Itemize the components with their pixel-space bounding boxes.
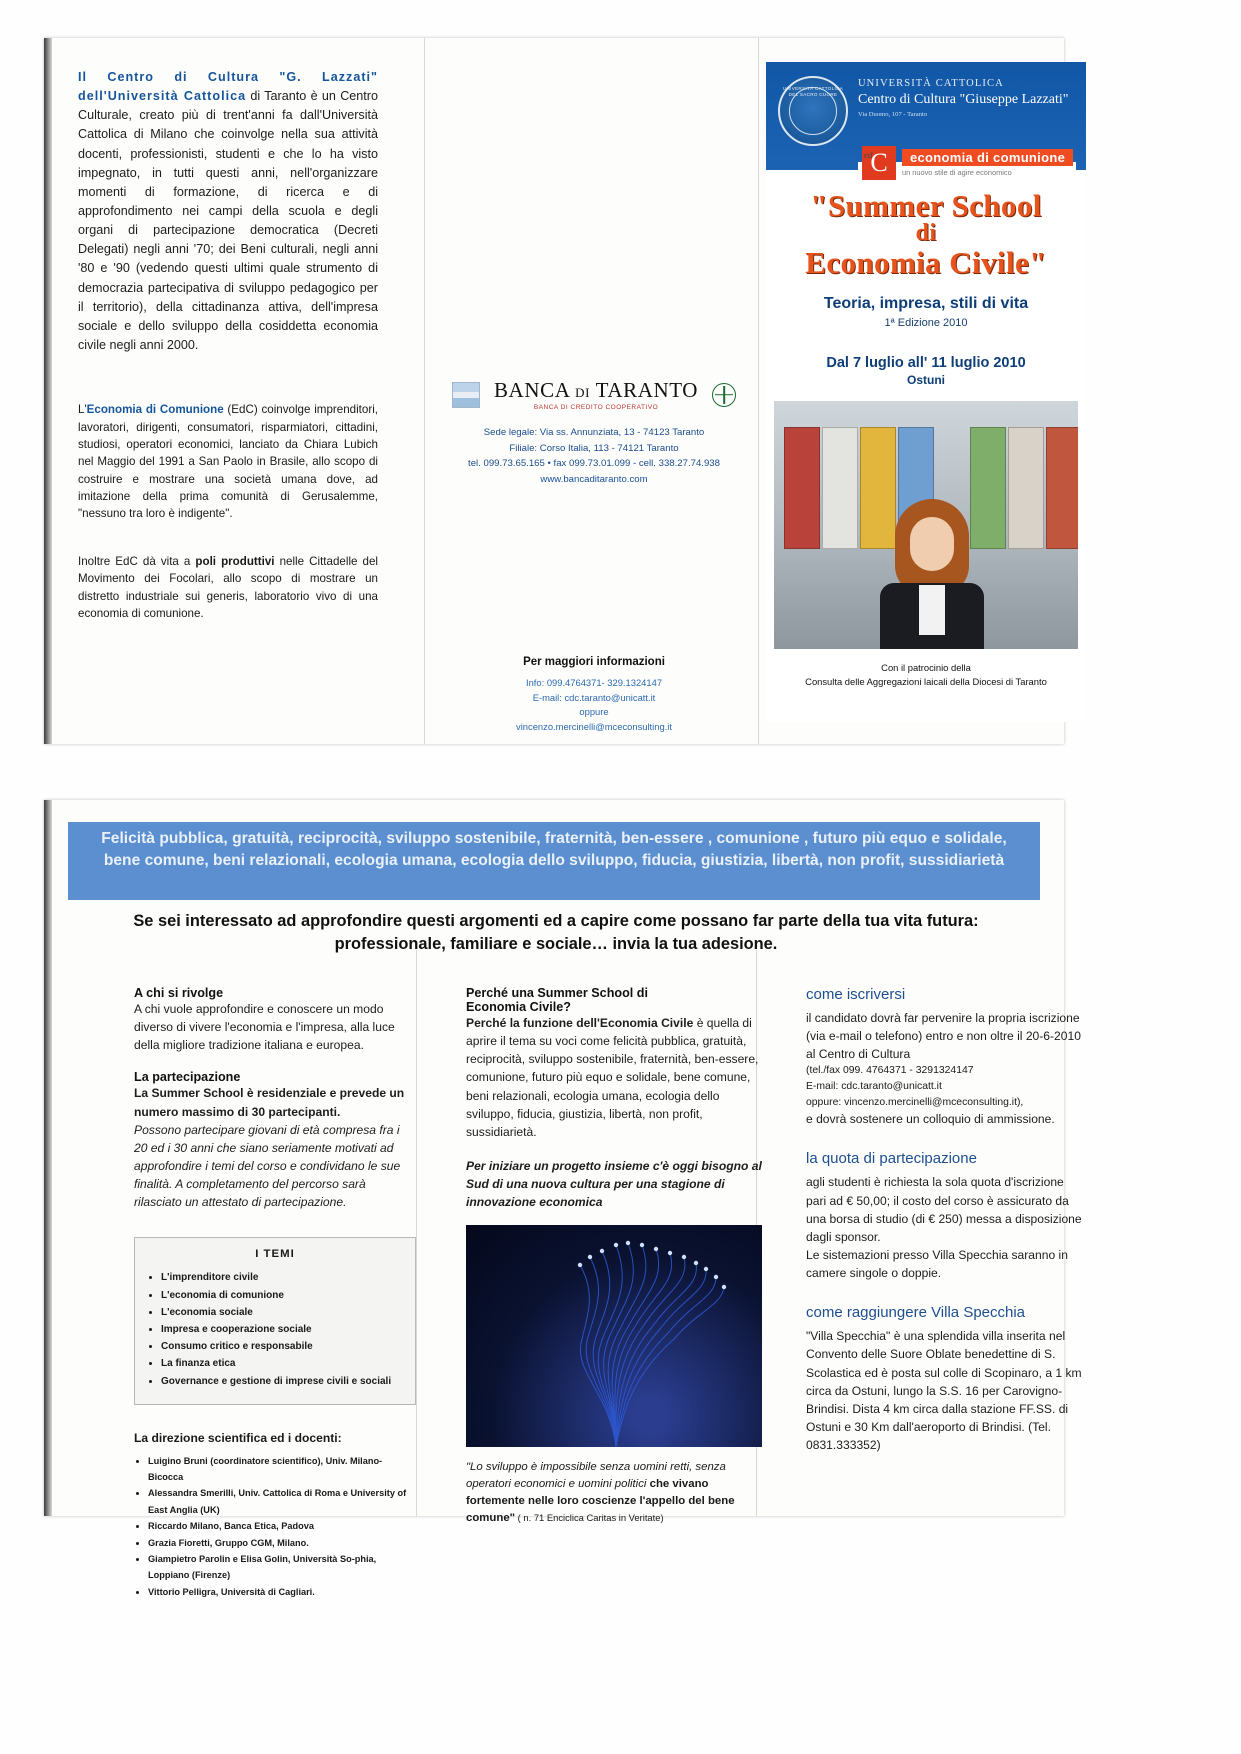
heading-come-iscriversi: come iscriversi xyxy=(806,986,906,1003)
fiber-optic-image xyxy=(466,1225,762,1447)
text-sistemazioni: Le sistemazioni presso Villa Specchia saranno in camere singole o doppie. xyxy=(806,1247,1068,1281)
text-progetto-sud: Per iniziare un progetto insieme c'è oggi bisogno al Sud di una nuova cultura per una stagione di innovazione economica xyxy=(466,1158,762,1210)
text-come-iscriversi: il candidato dovrà far pervenire la propria iscrizione (via e-mail o telefono) entro e non oltre il 20-6-2010 al Centro di Cultura xyxy=(806,1011,1081,1062)
edc-text: (EdC) coinvolge imprenditori, lavoratori, dirigenti, consumatori, risparmiatori, cittadini, studiosi, operatori economici, lanciato da Chiara Lubich nel Maggio del 1991 a San Paolo in Brasile, allo scopo di costruire e mostrare una società umana dove, ad imitazione della prima comunità di Gerusalemme, "nessuno tra loro è indigente". xyxy=(78,403,378,521)
bank-phone: tel. 099.73.65.165 • fax 099.73.01.099 - cell. 338.27.74.938 xyxy=(468,458,720,470)
list-item: • L'economia di comunione xyxy=(161,1287,403,1304)
paragraph-edc xyxy=(78,401,378,523)
heading-la-partecipazione: La partecipazione xyxy=(134,1070,241,1085)
cover-title-block xyxy=(766,170,1086,387)
text-partecipazione-bold: La Summer School è residenziale e prevede un numero massimo di 30 partecipanti. xyxy=(134,1086,405,1119)
text-perche-rest: è quella di aprire il tema su voci come felicità pubblica, gratuità, reciprocità, sviluppo sostenibile, fraternità, ben-essere, comunione, futuro più equo e solidale, bene comune, beni relazionali, ecologia umana, ecologia dello sviluppo, fiducia, giustizia, libertà, non profit, sussidiarietà. xyxy=(466,1016,759,1139)
text-partecipazione-italic: Possono partecipare giovani di età compresa fra i 20 ed i 30 anni che siano seriamente motivati ad approfondire i temi del corso e condividano le sue finalità. A completamento del percorso sarà rilasciato un attestato di partecipazione. xyxy=(134,1122,401,1210)
bank-tagline: BANCA DI CREDITO COOPERATIVO xyxy=(533,404,659,411)
docenti-title: La direzione scientifica ed i docenti: xyxy=(134,1430,342,1445)
center-name: Centro di Cultura "Giuseppe Lazzati" xyxy=(858,92,1069,107)
panel-sponsor xyxy=(434,68,754,732)
patronage-line-2: Consulta delle Aggregazioni laicali della Diocesi di Taranto xyxy=(805,676,1047,688)
edc-term: Economia di Comunione xyxy=(86,403,224,417)
list-item: • Alessandra Smerilli, Univ. Cattolica di Roma e University of East Anglia (UK) xyxy=(148,1485,416,1518)
heading-perche-line-1: Perché una Summer School di xyxy=(466,986,648,1000)
fiber-optic-graphic xyxy=(466,1225,762,1447)
paragraph-centro-cultura xyxy=(78,68,378,355)
panel-cover xyxy=(766,62,1086,722)
list-item: • L'economia sociale xyxy=(161,1304,403,1321)
quote-part-2: che vivano fortemente nelle loro coscienze l'appello del bene comune" xyxy=(466,1478,735,1525)
bank-website-link[interactable]: www.bancaditaranto.com xyxy=(540,473,648,485)
university-name: UNIVERSITÀ CATTOLICA xyxy=(858,78,1004,89)
door-red-icon xyxy=(784,427,820,549)
list-item: • La finanza etica xyxy=(161,1355,403,1372)
photo-person xyxy=(878,499,986,649)
fold-line xyxy=(424,38,425,744)
list-item: • Giampietro Parolin e Elisa Golin, Università So-phia, Loppiano (Firenze) xyxy=(148,1551,416,1584)
bank-name-last: TARANTO xyxy=(595,378,699,402)
paragraph-lead: Il Centro di Cultura "G. Lazzati" dell'Università Cattolica xyxy=(78,70,378,104)
list-item: • Consumo critico e responsabile xyxy=(161,1338,403,1355)
info-email-alt[interactable]: vincenzo.mercinelli@mceconsulting.it xyxy=(516,720,672,732)
door-beige-icon xyxy=(1008,427,1044,549)
cover-photo xyxy=(774,401,1078,649)
fold-line xyxy=(416,950,417,1516)
heading-raggiungere-villa: come raggiungere Villa Specchia xyxy=(806,1304,1026,1322)
list-item: • Grazia Fioretti, Gruppo CGM, Milano. xyxy=(148,1535,416,1551)
cover-title-line-1: "Summer School xyxy=(810,188,1042,223)
bank-contact-lines xyxy=(444,425,744,487)
quote-part-1: "Lo sviluppo è impossibile senza uomini retti, senza operatori economici e uomini politici xyxy=(466,1461,726,1491)
edc-letter: C xyxy=(870,148,888,177)
patronage-block xyxy=(766,661,1086,689)
poli-text: nelle Cittadelle del Movimento dei Focolari, allo scopo di mostrare un distretto industriale sui generis, laboratorio vivo di una economia di comunione. xyxy=(78,554,378,621)
list-item: • Luigino Bruni (coordinatore scientifico), Univ. Milano-Bicocca xyxy=(148,1453,416,1486)
temi-list xyxy=(161,1269,403,1389)
list-item: • Vittorio Pelligra, Università di Cagliari. xyxy=(148,1584,416,1600)
center-address: Via Duomo, 107 - Taranto xyxy=(858,111,928,118)
patronage-line-1: Con il patrocinio della xyxy=(881,662,971,673)
bank-logo-row xyxy=(444,378,744,411)
edc-small-letters: ed xyxy=(864,150,873,160)
bank-address-1: Sede legale: Via ss. Annunziata, 13 - 74123 Taranto xyxy=(483,427,705,438)
text-colloquio: e dovrà sostenere un colloquio di ammissione. xyxy=(806,1112,1055,1127)
bank-emblem-icon xyxy=(452,382,480,408)
more-info-lines xyxy=(444,676,744,734)
docenti-block xyxy=(134,1431,416,1600)
cover-title-line-3: Economia Civile" xyxy=(805,245,1047,280)
column-a-chi-si-rivolge xyxy=(134,986,416,1600)
temi-box xyxy=(134,1237,416,1404)
cover-place: Ostuni xyxy=(907,373,945,387)
edc-prefix: L' xyxy=(78,403,87,417)
cover-subtitle: Teoria, impresa, stili di vita xyxy=(823,295,1029,312)
list-item: • Riccardo Milano, Banca Etica, Padova xyxy=(148,1518,416,1534)
heading-quota-partecipazione: la quota di partecipazione xyxy=(806,1150,977,1168)
brochure-outside-sheet xyxy=(44,38,1069,744)
bank-name-first: BANCA xyxy=(493,378,570,402)
keywords-band: Felicità pubblica, gratuità, reciprocità, sviluppo sostenibile, fraternità, ben-essere , comunione , futuro più equo e solidale, bene comune, beni relazionali, ecologia umana, ecologia dello sviluppo, fiducia, giustizia, libertà, non profit, sussidiarietà xyxy=(68,822,1040,900)
university-seal-icon xyxy=(778,76,848,146)
info-phone: Info: 099.4764371- 329.1324147 xyxy=(525,677,663,688)
cover-title-line-2: di xyxy=(915,220,937,246)
door-orange-icon xyxy=(1046,427,1078,549)
edc-logo-sub: un nuovo stile di agire economico xyxy=(902,168,1012,177)
column-perche-summer-school xyxy=(466,986,762,1527)
text-perche-bold: Perché la funzione dell'Economia Civile xyxy=(466,1016,694,1030)
door-white-icon xyxy=(822,427,858,549)
cover-edition: 1ª Edizione 2010 xyxy=(884,317,968,329)
seal-text: UNIVERSITÀ CATTOLICA DEL SACRO CUORE xyxy=(782,86,844,97)
edc-logo-title: economia di comunione xyxy=(902,149,1073,166)
more-info-block xyxy=(444,656,744,734)
brochure-inside-sheet xyxy=(44,800,1082,1597)
contact-email-small[interactable]: E-mail: cdc.taranto@unicatt.it xyxy=(806,1081,942,1093)
column-iscrizione xyxy=(806,986,1086,1454)
text-a-chi-si-rivolge: A chi vuole approfondire e conoscere un modo diverso di vivere l'economia e l'impresa, alla luce della migliore tradizione italiana e europea. xyxy=(134,1002,395,1053)
text-quota: agli studenti è richiesta la sola quota d'iscrizione pari ad € 50,00; il costo del corso è assicurato da una borsa di studio (di € 250) messa a disposizione dagli sponsor. xyxy=(806,1175,1082,1244)
bank-name-di: DI xyxy=(575,385,591,400)
info-email[interactable]: E-mail: cdc.taranto@unicatt.it xyxy=(532,691,656,703)
quote-source: ( n. 71 Enciclica Caritas in Veritate) xyxy=(515,1512,664,1524)
docenti-list xyxy=(148,1453,416,1600)
bank-address-2: Filiale: Corso Italia, 113 - 74121 Taranto xyxy=(509,442,679,454)
fold-line xyxy=(758,38,759,744)
list-item: • Governance e gestione di imprese civili e sociali xyxy=(161,1373,403,1390)
heading-a-chi-si-rivolge: A chi si rivolge xyxy=(134,986,224,1000)
paragraph-poli-produttivi xyxy=(78,553,378,623)
contact-phone-small: (tel./fax 099. 4764371 - 3291324147 xyxy=(806,1065,974,1077)
text-raggiungere-villa: "Villa Specchia" è una splendida villa inserita nel Convento delle Suore Oblate benedettine di S. Scolastica ed è posta sul colle di Scopinaro, a 1 km circa da Ostuni, lungo la S.S. 16 per Carovigno-Brindisi. Dista 4 km circa dalla stazione FF.SS. di Ostuni e 30 Km dall'aeroporto di Brindisi. (Tel. 0831.333352) xyxy=(806,1329,1082,1453)
text-perche xyxy=(466,1014,762,1141)
temi-title: I TEMI xyxy=(255,1248,295,1261)
contact-email-alt-small[interactable]: oppure: vincenzo.mercinelli@mceconsulting.it), xyxy=(806,1096,1024,1108)
more-info-title: Per maggiori informazioni xyxy=(523,656,665,668)
poli-term: poli produttivi xyxy=(195,554,275,568)
poli-prefix: Inoltre EdC dà vita a xyxy=(78,554,196,568)
panel-presentation xyxy=(78,68,378,714)
bank-wordmark xyxy=(494,378,698,411)
lead-statement: Se sei interessato ad approfondire questi argomenti ed a capire come possano far parte della tua vita futura: professionale, familiare e sociale… invia la tua adesione. xyxy=(133,912,979,954)
cooperative-credit-icon xyxy=(712,383,736,407)
university-heading xyxy=(858,78,1068,118)
cover-dates: Dal 7 luglio all' 11 luglio 2010 xyxy=(826,355,1026,371)
heading-perche-line-2: Economia Civile? xyxy=(466,1000,571,1014)
bank-block xyxy=(444,378,744,487)
quote-caritas-in-veritate xyxy=(466,1459,762,1527)
info-or: oppure xyxy=(579,706,609,718)
paragraph-text: di Taranto è un Centro Culturale, creato più di trent'anni fa dall'Università Cattolica di Milano che coinvolge nella sua attività docenti, professionisti, studenti e che lo ha visto impegnato, in tutti questi anni, nell'organizzare momenti di formazione, di ricerca e di approfondimento nei campi della scuola e degli organi di partecipazione democratica (Decreti Delegati) negli anni '70; dei Beni culturali, negli anni '80 e '90 (vedendo questi ultimi quale strumento di democrazia partecipativa di sviluppo pedagogico per il territorio), della cittadinanza attiva, dell'impresa sociale e dello sviluppo della cosiddetta economia civile negli anni 2000. xyxy=(78,89,378,352)
list-item: • Impresa e cooperazione sociale xyxy=(161,1321,403,1338)
list-item: • L'imprenditore civile xyxy=(161,1269,403,1286)
